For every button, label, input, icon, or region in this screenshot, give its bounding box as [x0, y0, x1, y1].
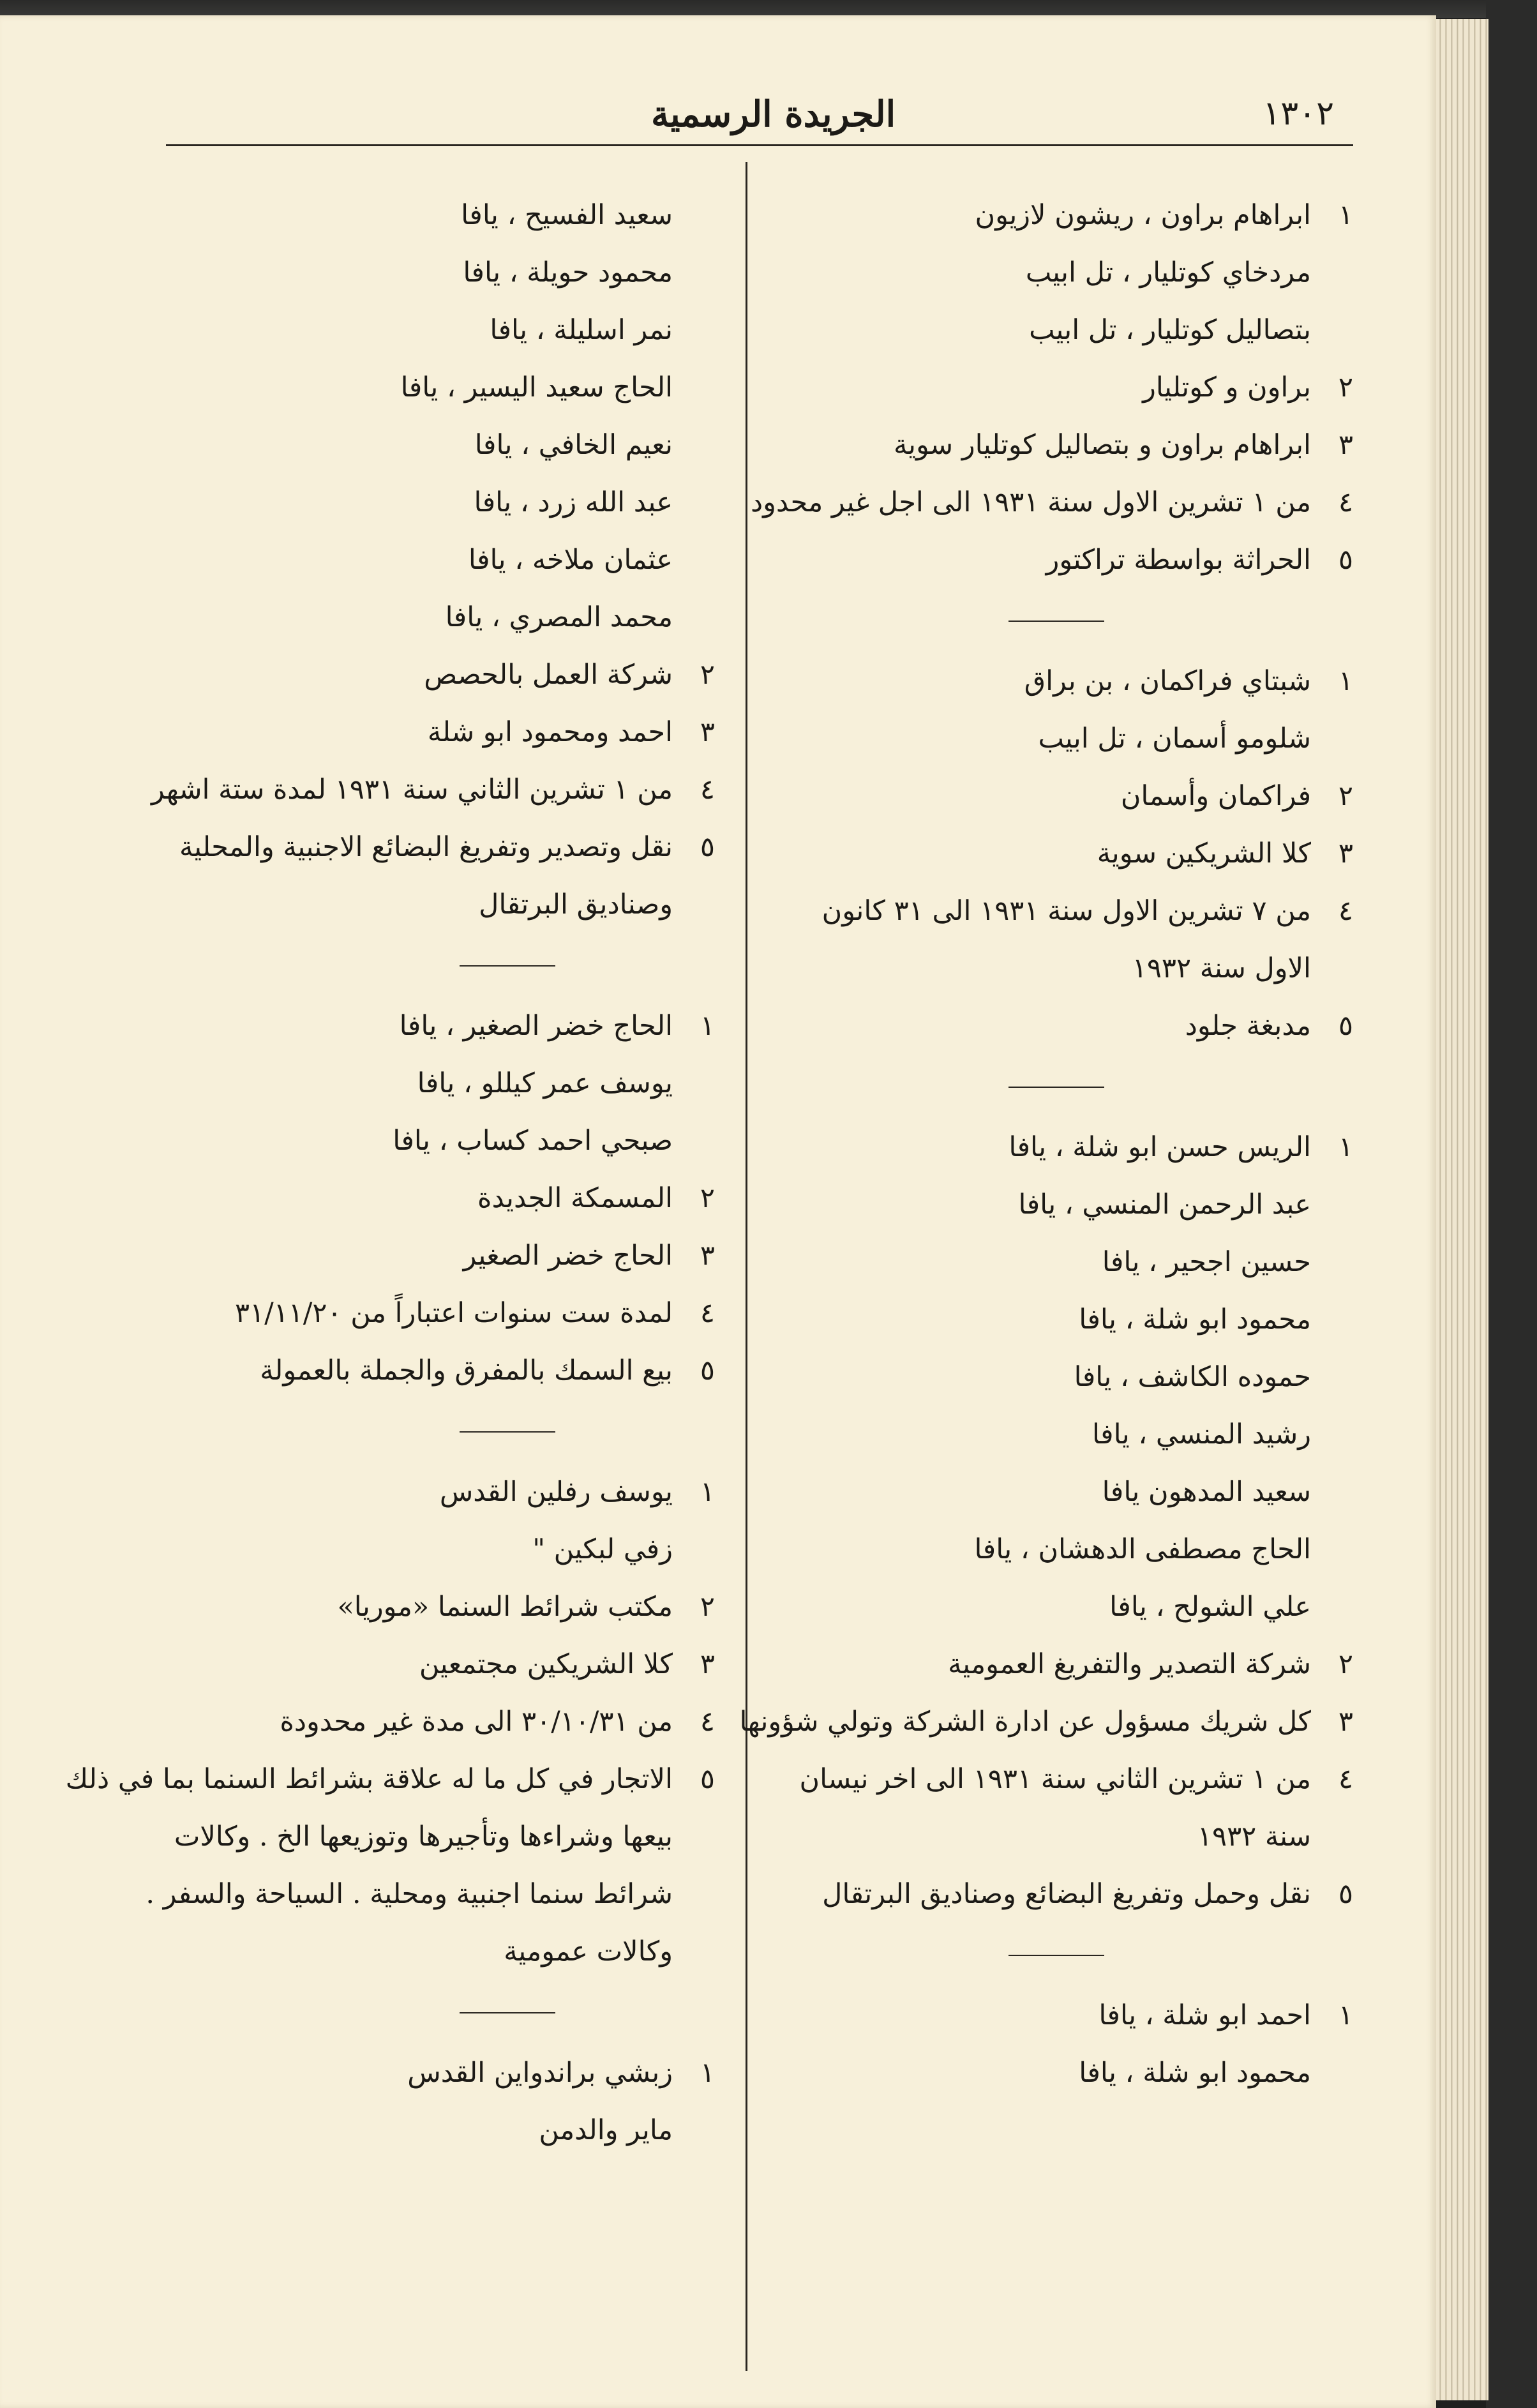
entry-line — [160, 589, 715, 646]
item-text: يوسف عمر كيللو ، يافا — [417, 1067, 673, 1099]
separator-rule — [1008, 621, 1104, 622]
entry-line — [760, 1291, 1353, 1348]
registration-entry — [760, 652, 1353, 1055]
entry-separator — [760, 1923, 1353, 1987]
registration-entry — [65, 1463, 715, 1980]
column-divider — [746, 162, 747, 2371]
entry-line — [760, 1750, 1353, 1808]
item-text: محمود حويلة ، يافا — [463, 257, 673, 289]
entry-line — [160, 531, 715, 589]
item-text: وكالات عمومية — [504, 1936, 673, 1968]
entry-line — [760, 186, 1353, 244]
item-text: سعيد الفسيح ، يافا — [461, 199, 673, 231]
entry-line — [760, 1636, 1353, 1693]
item-text: من ١ تشرين الاول سنة ١٩٣١ الى اجل غير محدود — [750, 486, 1311, 518]
item-text: الريس حسن ابو شلة ، يافا — [1008, 1131, 1311, 1163]
page-header — [166, 74, 1353, 146]
entry-line — [160, 997, 715, 1055]
entry-line — [160, 416, 715, 474]
item-text: عثمان ملاخه ، يافا — [468, 544, 673, 576]
entry-line — [760, 244, 1353, 301]
item-text: من ٧ تشرين الاول سنة ١٩٣١ الى ٣١ كانون — [821, 895, 1311, 927]
item-text: نقل وحمل وتفريغ البضائع وصناديق البرتقال — [822, 1878, 1311, 1910]
entry-line — [760, 1578, 1353, 1636]
item-number: ١ — [1338, 199, 1353, 231]
item-text: الحاج خضر الصغير ، يافا — [399, 1010, 673, 1042]
item-text: يوسف رفلين القدس — [439, 1476, 673, 1508]
entry-line — [160, 2102, 715, 2159]
entry-line — [160, 359, 715, 416]
entry-line — [160, 474, 715, 531]
item-number: ٥ — [700, 831, 715, 863]
page-number: ١٣٠٢ — [1263, 94, 1334, 133]
entry-line — [160, 2044, 715, 2102]
entry-line — [151, 761, 715, 818]
registration-entry — [760, 1987, 1353, 2102]
item-text: من ٣٠/١٠/٣١ الى مدة غير محدودة — [280, 1706, 673, 1738]
journal-title: الجريدة الرسمية — [651, 93, 896, 135]
entry-line — [160, 1636, 715, 1693]
registration-entry — [160, 2044, 715, 2159]
item-number: ٥ — [700, 1763, 715, 1795]
item-number: ٤ — [1338, 895, 1353, 927]
entry-line — [760, 1176, 1353, 1233]
item-number: ٣ — [700, 1240, 715, 1272]
entry-separator — [160, 1980, 715, 2044]
item-number: ٣ — [700, 716, 715, 748]
item-number: ٤ — [700, 1297, 715, 1329]
item-number: ١ — [700, 2057, 715, 2089]
entry-line — [760, 1348, 1353, 1406]
item-number: ٢ — [700, 659, 715, 691]
item-text: بيعها وشراءها وتأجيرها وتوزيعها الخ . وكالات — [174, 1821, 673, 1853]
entry-separator — [160, 933, 715, 997]
separator-rule — [460, 2012, 555, 2013]
entry-line — [160, 1808, 715, 1865]
entry-line — [760, 1463, 1353, 1521]
entry-line — [760, 531, 1353, 589]
entry-line — [160, 1227, 715, 1284]
item-number: ١ — [1338, 1131, 1353, 1163]
entry-line — [760, 2044, 1353, 2102]
entry-line — [760, 1406, 1353, 1463]
item-number: ٤ — [1338, 1763, 1353, 1795]
entry-line — [760, 1233, 1353, 1291]
item-text: حموده الكاشف ، يافا — [1074, 1361, 1311, 1393]
entry-line — [160, 876, 715, 933]
entry-line — [760, 710, 1353, 767]
item-number: ٣ — [1338, 1706, 1353, 1738]
item-text: الحاج خضر الصغير — [463, 1240, 673, 1272]
separator-rule — [460, 965, 555, 967]
entry-separator — [760, 589, 1353, 652]
item-text: نمر اسليلة ، يافا — [490, 314, 673, 346]
entry-separator — [160, 1399, 715, 1463]
entry-line — [160, 1521, 715, 1578]
item-number: ٣ — [700, 1648, 715, 1680]
item-text: الحراثة بواسطة تراكتور — [1046, 544, 1311, 576]
entry-line — [160, 301, 715, 359]
item-text: بتصاليل كوتليار ، تل ابيب — [1029, 314, 1311, 346]
item-text: بيع السمك بالمفرق والجملة بالعمولة — [260, 1355, 673, 1387]
item-text: مردخاي كوتليار ، تل ابيب — [1025, 257, 1311, 289]
item-number: ٣ — [1338, 429, 1353, 461]
entry-line — [160, 1055, 715, 1112]
entry-line — [760, 825, 1353, 882]
item-text: نعيم الخافي ، يافا — [474, 429, 673, 461]
entry-line — [760, 416, 1353, 474]
item-text: شلومو أسمان ، تل ابيب — [1038, 723, 1311, 755]
item-text: مدبغة جلود — [1185, 1010, 1311, 1042]
item-text: شركة العمل بالحصص — [424, 659, 673, 691]
item-number: ١ — [700, 1010, 715, 1042]
item-text: لمدة ست سنوات اعتباراً من ٣١/١١/٢٠ — [235, 1297, 673, 1329]
item-text: سنة ١٩٣٢ — [1197, 1821, 1311, 1853]
item-text: ماير والدمن — [539, 2114, 673, 2146]
entry-line — [760, 940, 1353, 997]
entry-line — [160, 1342, 715, 1399]
entry-line — [739, 1693, 1353, 1750]
item-number: ٢ — [700, 1591, 715, 1623]
item-text: ابراهام براون و بتصاليل كوتليار سوية — [893, 429, 1311, 461]
item-number: ١ — [1338, 665, 1353, 697]
entry-line — [160, 818, 715, 876]
entry-line — [160, 1170, 715, 1227]
item-number: ٥ — [700, 1355, 715, 1387]
entry-line — [160, 244, 715, 301]
registration-entry — [160, 997, 715, 1399]
item-number: ٢ — [700, 1182, 715, 1214]
item-text: من ١ تشرين الثاني سنة ١٩٣١ لمدة ستة اشهر — [151, 774, 673, 806]
item-text: زفي لبكين " — [532, 1533, 673, 1565]
right-column — [739, 186, 1353, 2102]
item-text: محمود ابو شلة ، يافا — [1079, 2057, 1311, 2089]
entry-line — [160, 646, 715, 704]
item-number: ٤ — [1338, 486, 1353, 518]
item-text: كلا الشريكين سوية — [1097, 838, 1311, 869]
item-text: حسين اجحير ، يافا — [1102, 1246, 1311, 1278]
item-number: ١ — [1338, 1999, 1353, 2031]
entry-line — [160, 1693, 715, 1750]
item-text: شرائط سنما اجنبية ومحلية . السياحة والسفر . — [146, 1878, 673, 1910]
binding-board-right — [1486, 0, 1537, 2408]
item-text: ابراهام براون ، ريشون لازيون — [975, 199, 1311, 231]
entry-line — [760, 882, 1353, 940]
item-text: الاول سنة ١٩٣٢ — [1132, 952, 1311, 984]
item-text: احمد ابو شلة ، يافا — [1098, 1999, 1311, 2031]
item-text: احمد ومحمود ابو شلة — [427, 716, 673, 748]
entry-line — [760, 301, 1353, 359]
separator-rule — [1008, 1955, 1104, 1956]
entry-line — [160, 704, 715, 761]
entry-separator — [760, 1055, 1353, 1118]
entry-line — [160, 186, 715, 244]
item-text: الحاج سعيد اليسير ، يافا — [400, 372, 673, 403]
item-text: محمد المصري ، يافا — [445, 601, 673, 633]
item-text: رشيد المنسي ، يافا — [1091, 1418, 1311, 1450]
item-text: الاتجار في كل ما له علاقة بشرائط السنما بما في ذلك — [65, 1763, 673, 1795]
item-number: ٢ — [1338, 1648, 1353, 1680]
item-number: ٥ — [1338, 544, 1353, 576]
registration-entry — [151, 186, 715, 933]
entry-line — [760, 359, 1353, 416]
item-text: شركة التصدير والتفريغ العمومية — [948, 1648, 1311, 1680]
item-text: سعيد المدهون يافا — [1102, 1476, 1311, 1508]
item-text: عبد الله زرد ، يافا — [474, 486, 673, 518]
gazette-page — [0, 15, 1436, 2408]
item-text: عبد الرحمن المنسي ، يافا — [1018, 1189, 1311, 1221]
entry-line — [160, 1463, 715, 1521]
registration-entry — [739, 1118, 1353, 1923]
item-text: كل شريك مسؤول عن ادارة الشركة وتولي شؤونها — [739, 1706, 1311, 1738]
entry-line — [760, 767, 1353, 825]
item-text: مكتب شرائط السنما «موريا» — [337, 1591, 673, 1623]
item-number: ٢ — [1338, 780, 1353, 812]
entry-line — [160, 1923, 715, 1980]
item-number: ٥ — [1338, 1010, 1353, 1042]
entry-line — [760, 1808, 1353, 1865]
item-text: من ١ تشرين الثاني سنة ١٩٣١ الى اخر نيسان — [799, 1763, 1311, 1795]
separator-rule — [460, 1431, 555, 1433]
entry-line — [160, 1112, 715, 1170]
entry-line — [146, 1865, 715, 1923]
item-number: ٢ — [1338, 372, 1353, 403]
separator-rule — [1008, 1087, 1104, 1088]
item-number: ٤ — [700, 1706, 715, 1738]
entry-line — [760, 1118, 1353, 1176]
entry-line — [760, 652, 1353, 710]
registration-entry — [750, 186, 1353, 589]
entry-line — [160, 1578, 715, 1636]
entry-line — [160, 1284, 715, 1342]
item-text: فراكمان وأسمان — [1120, 780, 1311, 812]
item-number: ٥ — [1338, 1878, 1353, 1910]
item-text: كلا الشريكين مجتمعين — [419, 1648, 673, 1680]
item-number: ١ — [700, 1476, 715, 1508]
entry-line — [760, 997, 1353, 1055]
entry-line — [760, 1521, 1353, 1578]
item-number: ٣ — [1338, 838, 1353, 869]
page-edges — [1430, 19, 1488, 2400]
entry-line — [760, 1865, 1353, 1923]
item-text: وصناديق البرتقال — [479, 889, 673, 921]
item-text: محمود ابو شلة ، يافا — [1079, 1304, 1311, 1336]
item-text: زبشي براندواين القدس — [407, 2057, 673, 2089]
entry-line — [750, 474, 1353, 531]
item-text: الحاج مصطفى الدهشان ، يافا — [974, 1533, 1311, 1565]
item-text: المسمكة الجديدة — [477, 1182, 673, 1214]
entry-line — [760, 1987, 1353, 2044]
entry-line — [65, 1750, 715, 1808]
item-text: براون و كوتليار — [1143, 372, 1311, 403]
item-text: شبتاي فراكمان ، بن براق — [1024, 665, 1311, 697]
left-column — [65, 186, 715, 2159]
item-text: علي الشولح ، يافا — [1109, 1591, 1311, 1623]
item-text: نقل وتصدير وتفريغ البضائع الاجنبية والمحلية — [179, 831, 673, 863]
item-text: صبحي احمد كساب ، يافا — [393, 1125, 673, 1157]
item-number: ٤ — [700, 774, 715, 806]
